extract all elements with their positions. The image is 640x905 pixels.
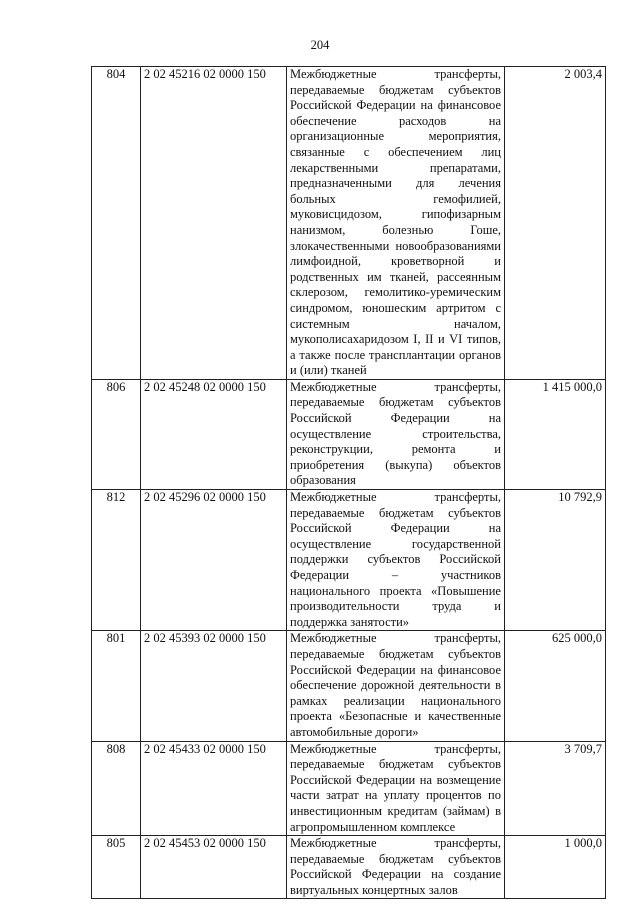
administrator-code-cell: 808 <box>92 741 141 836</box>
revenue-description-cell: Межбюджетные трансферты, передаваемые бюджетам субъектов Российской Федерации на создание виртуальных концертных залов <box>287 836 505 899</box>
budget-classification-code-cell: 2 02 45393 02 0000 150 <box>141 631 287 741</box>
amount-cell: 1 415 000,0 <box>505 379 606 489</box>
budget-classification-code-cell: 2 02 45296 02 0000 150 <box>141 490 287 631</box>
administrator-code-cell: 804 <box>92 67 141 380</box>
revenue-description-cell: Межбюджетные трансферты, передаваемые бюджетам субъектов Российской Федерации на осуществление строительства, реконструкции, ремонта и приобретения (выкупа) объектов образования <box>287 379 505 489</box>
amount-cell: 625 000,0 <box>505 631 606 741</box>
page-number: 204 <box>310 38 330 52</box>
amount-cell: 3 709,7 <box>505 741 606 836</box>
budget-classification-code-cell: 2 02 45216 02 0000 150 <box>141 67 287 380</box>
revenue-description-cell: Межбюджетные трансферты, передаваемые бюджетам субъектов Российской Федерации на возмещение части затрат на уплату процентов по инвестиционным кредитам (займам) в агропромышленном комплексе <box>287 741 505 836</box>
table-row <box>92 836 606 899</box>
administrator-code-cell: 806 <box>92 379 141 489</box>
table-row <box>92 379 606 489</box>
revenue-description-cell: Межбюджетные трансферты, передаваемые бюджетам субъектов Российской Федерации на финансовое обеспечение дорожной деятельности в рамках реализации национального проекта «Безопасные и качественные автомобильные дороги» <box>287 631 505 741</box>
table-row <box>92 490 606 631</box>
table-row <box>92 67 606 380</box>
revenue-description-cell: Межбюджетные трансферты, передаваемые бюджетам субъектов Российской Федерации на финансовое обеспечение расходов на организационные мероприятия, связанные с обеспечением лиц лекарственными препаратами, предназначенными для лечения больных гемофилией, муковисцидозом, гипофизарным нанизмом, болезнью Гоше, злокачественными новообразованиями лимфоидной, кроветворной и родственных им тканей, рассеянным склерозом, гемолитико-уремическим синдромом, юношеским артритом с системным началом, мукополисахаридозом I, II и VI типов, а также после трансплантации органов и (или) тканей <box>287 67 505 380</box>
budget-classification-code-cell: 2 02 45453 02 0000 150 <box>141 836 287 899</box>
table-row <box>92 631 606 741</box>
amount-cell: 10 792,9 <box>505 490 606 631</box>
table-row <box>92 741 606 836</box>
budget-classification-code-cell: 2 02 45248 02 0000 150 <box>141 379 287 489</box>
budget-classification-code-cell: 2 02 45433 02 0000 150 <box>141 741 287 836</box>
administrator-code-cell: 812 <box>92 490 141 631</box>
administrator-code-cell: 805 <box>92 836 141 899</box>
administrator-code-cell: 801 <box>92 631 141 741</box>
revenue-description-cell: Межбюджетные трансферты, передаваемые бюджетам субъектов Российской Федерации на осуществление государственной поддержки субъектов Российской Федерации – участников национального проекта «Повышение производительности труда и поддержка занятости» <box>287 490 505 631</box>
budget-revenue-table <box>91 66 606 899</box>
amount-cell: 2 003,4 <box>505 67 606 380</box>
amount-cell: 1 000,0 <box>505 836 606 899</box>
